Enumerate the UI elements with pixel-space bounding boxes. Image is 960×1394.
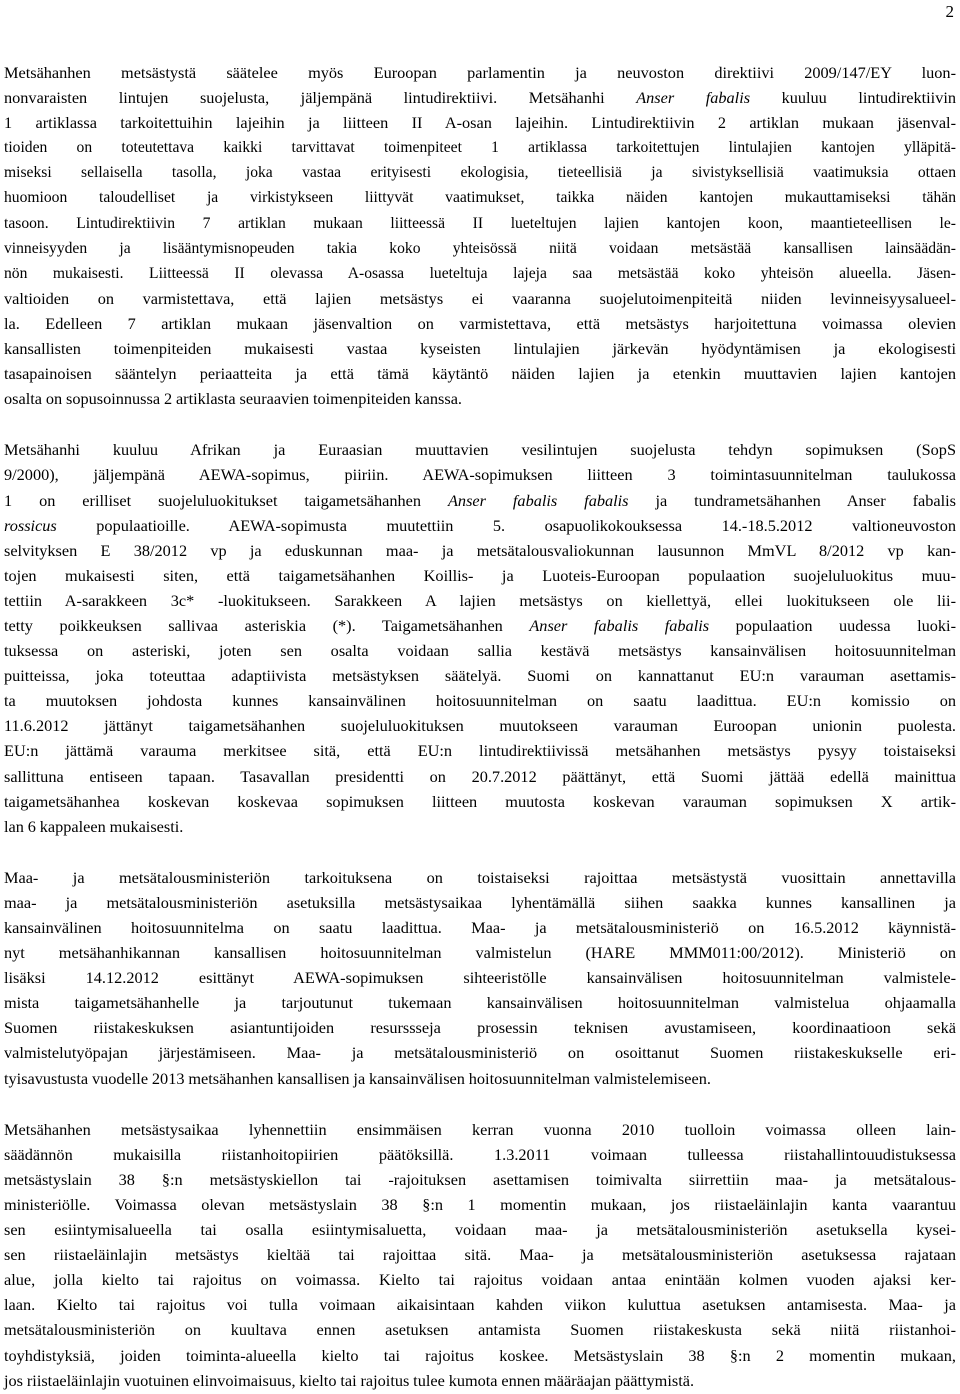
- text-line: nön mukaisesti. Liitteessä II olevassa A-osassa lueteltuja lajeja saa metsästää koko yhteisön alueella. Jäsen-: [4, 264, 956, 282]
- text-line: tojen mukaisesti siten, että taigametsähanhen Koillis- ja Luoteis-Euroopan populaation suojeluluokitus muu-: [4, 565, 956, 585]
- text-line: tyisavustusta vuodelle 2013 metsähanhen kansallisen ja kansainvälisen hoitosuunnitelman valmistelemiseen.: [4, 1068, 711, 1088]
- text-line: tuksessa on asteriski, joten sen osalta voidaan sallia kestävä metsästys kansainvälisen hoitosuunnitelman: [4, 641, 956, 661]
- text-line: metsätalousministeriön on kuultava ennen asetuksen antamista Suomen riistakeskusta sekä niitä riistanhoi-: [4, 1320, 956, 1340]
- paragraph-ministry-plan: [4, 865, 956, 1091]
- text-line: ta muutoksen johdosta kunnes kansainvälinen hoitosuunnitelman on saatu laadittua. EU:n komissio on: [4, 691, 956, 711]
- text-line: EU:n jättämä varauma merkitsee sitä, että EU:n lintudirektiivissä metsähanhen metsästys pysyy toistaiseksi: [4, 741, 956, 761]
- text-line: valtioiden on varmistettava, että lajien metsästys ei vaaranna suojelutoimenpiteitä niiden levinneisyysalueel-: [4, 288, 956, 308]
- text-line: Suomen riistakeskuksen asiantuntijoiden resurssseja prosessin teknisen avustamiseen, koordinaatioon sekä: [4, 1018, 956, 1038]
- text-line: sallittuna entiseen tapaan. Tasavallan presidentti on 20.7.2012 päättänyt, että Suomi jättää edellä mainittua: [4, 766, 956, 786]
- text-line: kansallisten toimenpiteiden mukaisesti vastaa kyseisten lintulajien järkevän hyödyntämisen ja ekologisesti: [4, 339, 956, 359]
- text-line: vinneisyyden ja lisääntymisnopeuden takia koko yhteisössä niitä voidaan metsästää kansallisen lainsäädän-: [4, 239, 956, 257]
- text-line: Maa- ja metsätalousministeriön tarkoituksena on toistaiseksi rajoittaa metsästystä vuosittain annettavilla: [4, 867, 956, 887]
- text-line: 9/2000), jäljempänä AEWA-sopimus, piiriin. AEWA-sopimuksen liitteen 3 toimintasuunnitelman taulukossa: [4, 465, 956, 485]
- paragraph-hunting-season: [4, 1117, 956, 1393]
- text-line: 1 artiklassa tarkoitettuihin lajeihin ja liitteen II A-osan lajeihin. Lintudirektiivin 2 artiklan mukaan jäsenval-: [4, 113, 956, 133]
- text-line: jos riistaeläinlajin vuotuinen elinvoimaisuus, kielto tai rajoitus tulee kumota ennen määräajan päättymistä.: [4, 1370, 695, 1390]
- text-line: osalta on sopusoinnussa 2 artiklasta seuraavien toimenpiteiden kanssa.: [4, 389, 462, 409]
- text-line: Metsähanhi kuuluu Afrikan ja Euraasian muuttavien vesilintujen suojelusta tehdyn sopimuksen (SopS: [4, 440, 956, 460]
- text-line: selvityksen E 38/2012 vp ja eduskunnan maa- ja metsätalousvaliokunnan lausunnon MmVL 8/2012 vp kan-: [4, 540, 956, 560]
- body-text: [4, 60, 956, 1393]
- text-line: ministeriölle. Voimassa olevan metsästyslain 38 §:n 1 momentin mukaan, jos riistaeläinlajin kanta vaarantuu: [4, 1194, 956, 1214]
- paragraph-directive: [4, 60, 956, 411]
- text-line: rossicus populaatioille. AEWA-sopimusta muutettiin 5. osapuolikokouksessa 14.-18.5.2012 valtioneuvoston: [4, 515, 956, 535]
- text-line: mista taigametsähanhelle ja tarjoutunut tukemaan kansainvälisen hoitosuunnitelman valmistelua ohjaamalla: [4, 993, 956, 1013]
- text-line: tettiin A-sarakkeen 3c* -luokitukseen. Sarakkeen A lajien metsästys on kiellettyä, ellei luokitukseen ole lii-: [4, 590, 956, 610]
- text-line: maa- ja metsätalousministeriön asetuksilla metsästysaikaa lyhentämällä siihen saakka kunnes kansallinen ja: [4, 892, 956, 912]
- text-line: tioiden on toteutettava kaikki tarvittavat toimenpiteet 1 artiklassa tarkoitettujen lintulajien kantojen ylläpitä-: [4, 139, 956, 157]
- text-line: nonvaraisten lintujen suojelusta, jäljempänä lintudirektiivi. Metsähanhi Anser fabalis kuuluu lintudirektiivin: [4, 88, 957, 108]
- text-line: kansainvälinen hoitosuunnitelma on saatu laadittua. Maa- ja metsätalousministeriö on 16.5.2012 käynnistä-: [4, 918, 956, 937]
- text-line: toyhdistyksiä, joiden toiminta-alueella kielto tai rajoitus koskee. Metsästyslain 38 §:n 2 momentin mukaan,: [4, 1345, 956, 1365]
- text-line: puitteissa, joka toteuttaa adaptiivista metsästyksen säätelyä. Suomi on kannattanut EU:n varauman asettamis-: [4, 666, 956, 686]
- text-line: laan. Kielto tai rajoitus voi tulla voimaan aikaisintaan kahden viikon kuluttua asetuksen antamisesta. Maa- ja: [4, 1295, 956, 1315]
- text-line: valmistelutyöpajan järjestämiseen. Maa- ja metsätalousministeriö on osoittanut Suomen riistakeskukselle eri-: [4, 1043, 956, 1063]
- text-line: tasapainoisen sääntelyn periaatteita ja että tämä käytäntö näiden lajien ja etenkin muuttavien lajien kantojen: [4, 364, 956, 384]
- text-line: tasoon. Lintudirektiivin 7 artiklan mukaan liitteessä II lueteltujen lajien kantojen koon, maantieteellisen le-: [4, 214, 956, 232]
- text-line: Metsähanhen metsästysaikaa lyhennettiin ensimmäisen kerran vuonna 2010 tuolloin voimassa olleen lain-: [4, 1119, 956, 1139]
- text-line: sen riistaeläinlajin metsästys kieltää tai rajoittaa sitä. Maa- ja metsätalousministeriön asetuksessa rajataan: [4, 1245, 956, 1265]
- text-line: huomioon taloudelliset ja virkistykseen liittyvät vaatimukset, taikka näiden kantojen mukauttamiseksi tähän: [4, 189, 956, 207]
- text-line: Metsähanhen metsästystä säätelee myös Euroopan parlamentin ja neuvoston direktiivi 2009/147/EY luon-: [4, 63, 956, 82]
- text-line: alue, jolla kielto tai rajoitus on voimassa. Kielto tai rajoitus voidaan antaa enintään kolmen vuoden ajaksi ker-: [4, 1270, 956, 1290]
- text-line: 11.6.2012 jättänyt taigametsähanhen suojeluluokituksen muutokseen varauman Euroopan unionin puolesta.: [4, 716, 956, 736]
- text-line: nyt metsähanhikannan kansallisen hoitosuunnitelman valmistelun (HARE MMM011:00/2012). Ministeriö on: [4, 943, 956, 963]
- page-number: 2: [945, 2, 954, 21]
- text-line: säädännön mukaisilla riistanhoitopiirien päätöksillä. 1.3.2011 voimaan tulleessa riistahallintouudistuksessa: [4, 1144, 956, 1164]
- text-line: metsästyslain 38 §:n metsästyskiellon tai -rajoituksen asettamisen toimivalta siirrettiin maa- ja metsätalous-: [4, 1169, 956, 1189]
- text-line: 1 on erilliset suojeluluokitukset taigametsähanhen Anser fabalis fabalis ja tundrametsähanhen Anser fabalis: [4, 490, 956, 510]
- text-line: miseksi sellaisella tasolla, joka vastaa erityisesti ekologisia, tieteellisiä ja sivistyksellisiä vaatimuksia ottaen: [4, 164, 956, 182]
- paragraph-aewa: [4, 437, 956, 839]
- text-line: taigametsähanhea koskevan koskevaa sopimuksen liitteen muutosta koskevan varauman sopimuksen X artik-: [4, 791, 956, 811]
- text-line: la. Edelleen 7 artiklan mukaan jäsenvaltion on varmistettava, että metsästys harjoitettuna voimassa olevien: [4, 313, 956, 333]
- text-line: lan 6 kappaleen mukaisesti.: [4, 816, 184, 836]
- text-line: lisäksi 14.12.2012 esittänyt AEWA-sopimuksen sihteeristölle kansainvälisen hoitosuunnitelman valmistele-: [4, 968, 956, 988]
- text-line: tetty poikkeuksen sallivaa asteriskia (*). Taigametsähanhen Anser fabalis fabalis populaation uudessa luoki-: [4, 615, 956, 635]
- text-line: sen esiintymisalueella tai osalla esiintymisaluetta, voidaan maa- ja metsätalousministeriön asetuksella kysei-: [4, 1220, 956, 1240]
